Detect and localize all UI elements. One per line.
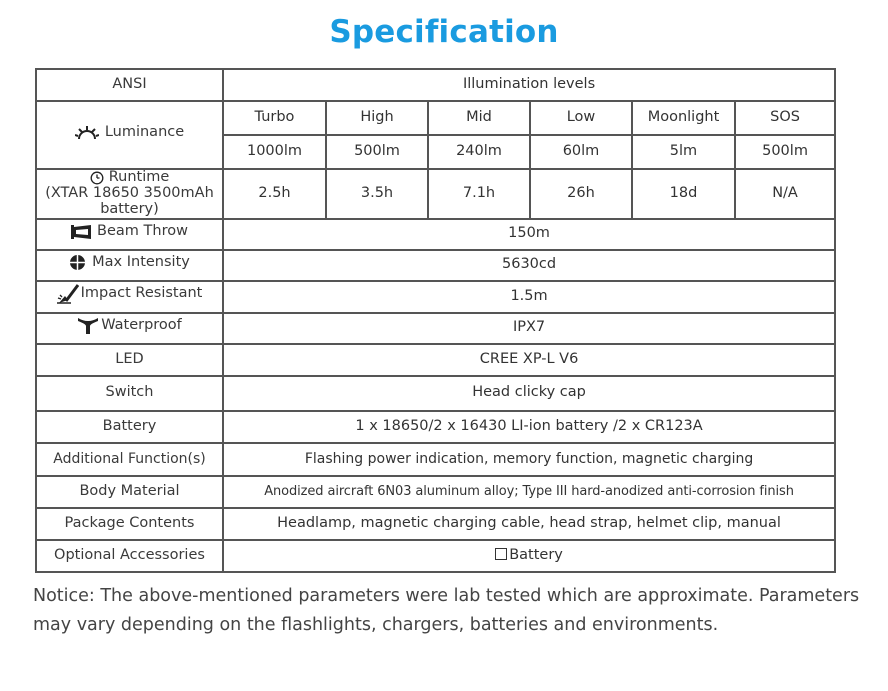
notice bbox=[33, 582, 863, 640]
row-value: CREE XP-L V6 bbox=[223, 344, 835, 376]
notice-line: may vary depending on the flashlights, chargers, batteries and environments. bbox=[33, 615, 719, 635]
row-value: 1.5m bbox=[223, 281, 835, 313]
row-value: Anodized aircraft 6N03 aluminum alloy; Type III hard-anodized anti-corrosion finish bbox=[223, 476, 835, 508]
luminance-icon bbox=[75, 125, 99, 141]
row-value: Head clicky cap bbox=[223, 376, 835, 411]
table-row bbox=[36, 476, 835, 508]
table-row bbox=[36, 508, 835, 540]
row-value: IPX7 bbox=[223, 313, 835, 344]
spec-table bbox=[35, 68, 836, 573]
luminance-value: 500lm bbox=[326, 135, 428, 169]
row-label: Package Contents bbox=[36, 508, 223, 540]
runtime-value: 3.5h bbox=[326, 169, 428, 219]
row-label: Body Material bbox=[36, 476, 223, 508]
runtime-value: 7.1h bbox=[428, 169, 530, 219]
max-intensity-label-cell bbox=[36, 250, 223, 281]
illumination-header: Illumination levels bbox=[223, 69, 835, 101]
intensity-icon bbox=[69, 254, 86, 271]
runtime-label: Runtime bbox=[108, 169, 170, 185]
table-row bbox=[36, 281, 835, 313]
table-row bbox=[36, 219, 835, 250]
mode-high: High bbox=[326, 101, 428, 135]
table-row bbox=[36, 411, 835, 443]
luminance-label-cell bbox=[36, 101, 223, 169]
table-row bbox=[36, 101, 835, 135]
table-row bbox=[36, 69, 835, 101]
table-row bbox=[36, 169, 835, 219]
row-label: Waterproof bbox=[101, 316, 182, 333]
luminance-value: 5lm bbox=[632, 135, 735, 169]
page-title: Specification bbox=[329, 14, 559, 50]
runtime-value: 26h bbox=[530, 169, 632, 219]
mode-low: Low bbox=[530, 101, 632, 135]
row-value: Headlamp, magnetic charging cable, head strap, helmet clip, manual bbox=[223, 508, 835, 540]
runtime-value: 18d bbox=[632, 169, 735, 219]
row-value: Flashing power indication, memory function, magnetic charging bbox=[223, 443, 835, 476]
row-value: 5630cd bbox=[223, 250, 835, 281]
waterproof-icon bbox=[77, 317, 99, 335]
luminance-value: 60lm bbox=[530, 135, 632, 169]
runtime-value: N/A bbox=[735, 169, 835, 219]
mode-turbo: Turbo bbox=[223, 101, 326, 135]
table-row bbox=[36, 250, 835, 281]
waterproof-label-cell bbox=[36, 313, 223, 344]
table-row bbox=[36, 313, 835, 344]
table-row bbox=[36, 376, 835, 411]
row-label: Additional Function(s) bbox=[36, 443, 223, 476]
runtime-label-battery: (XTAR 18650 3500mAh bbox=[45, 184, 214, 201]
row-label: Battery bbox=[36, 411, 223, 443]
table-row bbox=[36, 540, 835, 572]
mode-moonlight: Moonlight bbox=[632, 101, 735, 135]
row-label: Max Intensity bbox=[92, 253, 190, 270]
checkbox-icon bbox=[495, 548, 507, 560]
row-label: Beam Throw bbox=[97, 223, 188, 240]
mode-mid: Mid bbox=[428, 101, 530, 135]
notice-line: Notice: The above-mentioned parameters were lab tested which are approximate. Parameters bbox=[33, 586, 860, 606]
impact-label-cell bbox=[36, 281, 223, 313]
row-label: Impact Resistant bbox=[80, 285, 203, 302]
runtime-label-cell bbox=[36, 169, 223, 219]
row-label: Switch bbox=[36, 376, 223, 411]
luminance-value: 240lm bbox=[428, 135, 530, 169]
luminance-value: 500lm bbox=[735, 135, 835, 169]
beam-throw-icon bbox=[71, 225, 91, 239]
table-row bbox=[36, 443, 835, 476]
luminance-label: Luminance bbox=[104, 123, 185, 140]
row-label: Optional Accessories bbox=[36, 540, 223, 572]
impact-icon bbox=[57, 284, 79, 304]
row-value: 150m bbox=[223, 219, 835, 250]
row-value: 1 x 18650/2 x 16430 LI-ion battery /2 x CR123A bbox=[223, 411, 835, 443]
ansi-header: ANSI bbox=[36, 69, 223, 101]
mode-sos: SOS bbox=[735, 101, 835, 135]
optional-accessories-value bbox=[223, 540, 835, 572]
row-label: LED bbox=[36, 344, 223, 376]
runtime-label-battery-end: battery) bbox=[100, 200, 159, 217]
runtime-value: 2.5h bbox=[223, 169, 326, 219]
clock-icon bbox=[90, 171, 104, 185]
table-row bbox=[36, 344, 835, 376]
beam-throw-label-cell bbox=[36, 219, 223, 250]
luminance-value: 1000lm bbox=[223, 135, 326, 169]
row-value: Battery bbox=[509, 546, 563, 563]
